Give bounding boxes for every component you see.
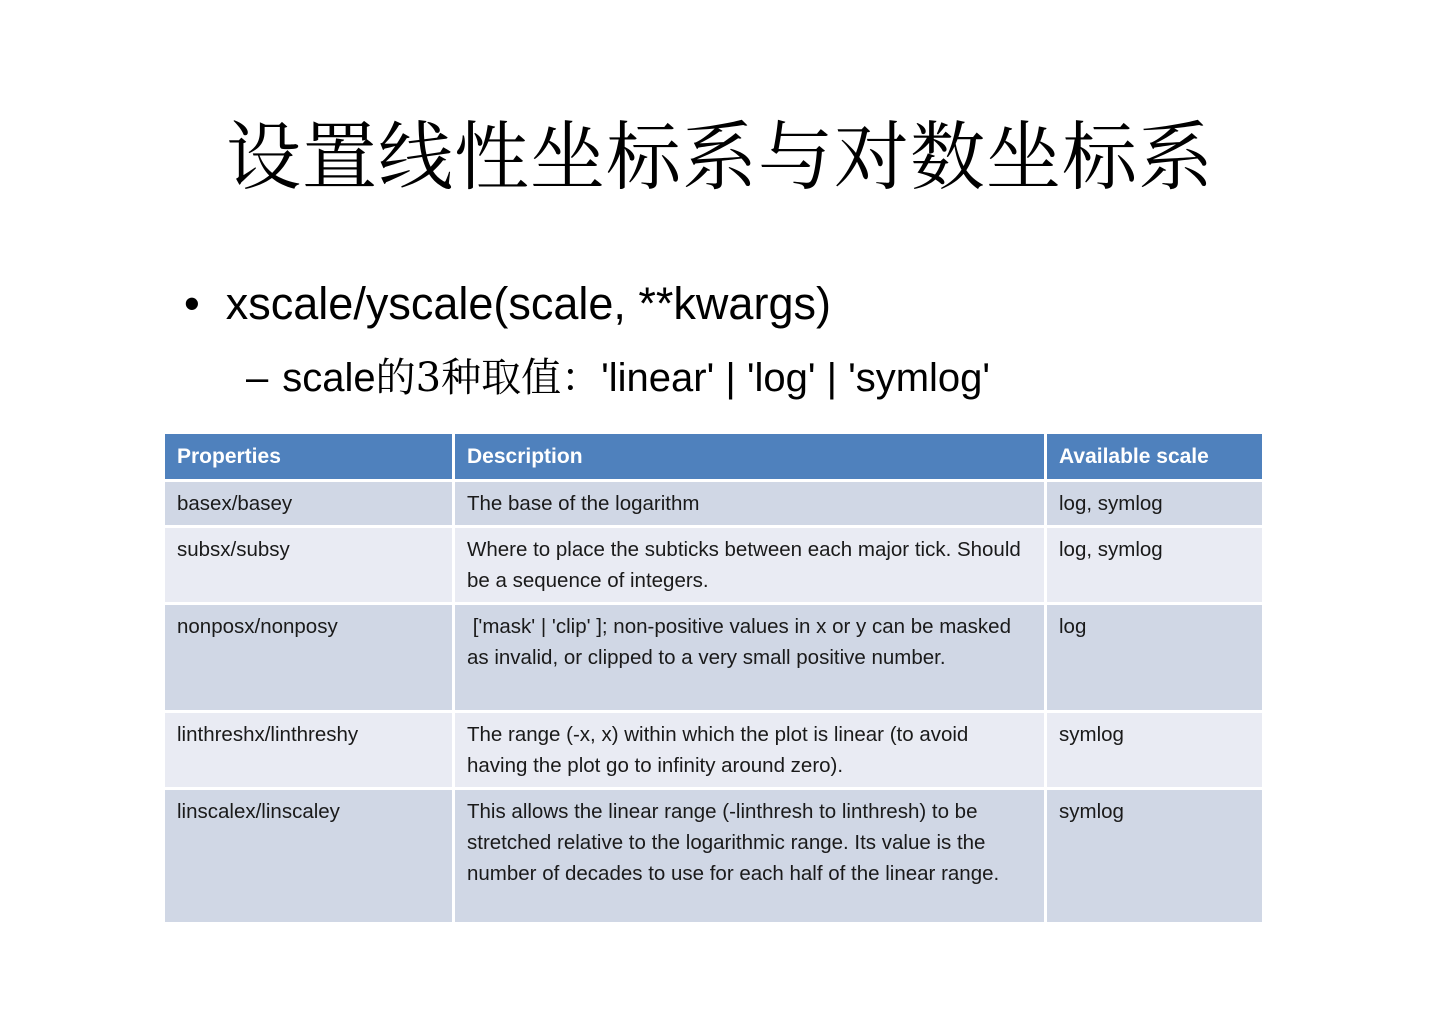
cell-property: subsx/subsy	[164, 527, 454, 604]
cell-scale: symlog	[1046, 789, 1264, 924]
bullet-item	[184, 276, 831, 332]
header-available-scale: Available scale	[1046, 433, 1264, 481]
cell-property: nonposx/nonposy	[164, 604, 454, 712]
cell-scale: log	[1046, 604, 1264, 712]
cell-description: The base of the logarithm	[454, 481, 1046, 527]
bullet-text: xscale/yscale(scale, **kwargs)	[225, 278, 831, 329]
header-properties: Properties	[164, 433, 454, 481]
table-row	[164, 604, 1264, 712]
sub-bullet-marker: –	[246, 356, 269, 400]
bullet-marker: •	[184, 278, 200, 329]
header-description: Description	[454, 433, 1046, 481]
sub-bullet-prefix: scale	[282, 356, 376, 400]
cell-scale: log, symlog	[1046, 481, 1264, 527]
cell-scale: symlog	[1046, 712, 1264, 789]
table-row	[164, 789, 1264, 924]
cell-property: linthreshx/linthreshy	[164, 712, 454, 789]
table-row	[164, 712, 1264, 789]
cell-scale: log, symlog	[1046, 527, 1264, 604]
cell-property: basex/basey	[164, 481, 454, 527]
table-row	[164, 527, 1264, 604]
table-header-row	[164, 433, 1264, 481]
sub-bullet-values: 'linear' | 'log' | 'symlog'	[601, 356, 991, 400]
cell-property: linscalex/linscaley	[164, 789, 454, 924]
cell-description: ['mask' | 'clip' ]; non-positive values in x or y can be masked as invalid, or clipped to a very small positive number.	[454, 604, 1046, 712]
sub-bullet-text	[282, 352, 990, 404]
cell-description: Where to place the subticks between each major tick. Should be a sequence of integers.	[454, 527, 1046, 604]
properties-table	[162, 431, 1265, 925]
cell-description: This allows the linear range (-linthresh to linthresh) to be stretched relative to the logarithmic range. Its value is the number of decades to use for each half of the linear range.	[454, 789, 1046, 924]
sub-bullet-cjk: 的3种取值：	[375, 355, 602, 401]
cell-description: The range (-x, x) within which the plot is linear (to avoid having the plot go to infinity around zero).	[454, 712, 1046, 789]
sub-bullet-item	[246, 352, 990, 404]
slide-title: 设置线性坐标系与对数坐标系	[225, 113, 1214, 201]
table-row	[164, 481, 1264, 527]
